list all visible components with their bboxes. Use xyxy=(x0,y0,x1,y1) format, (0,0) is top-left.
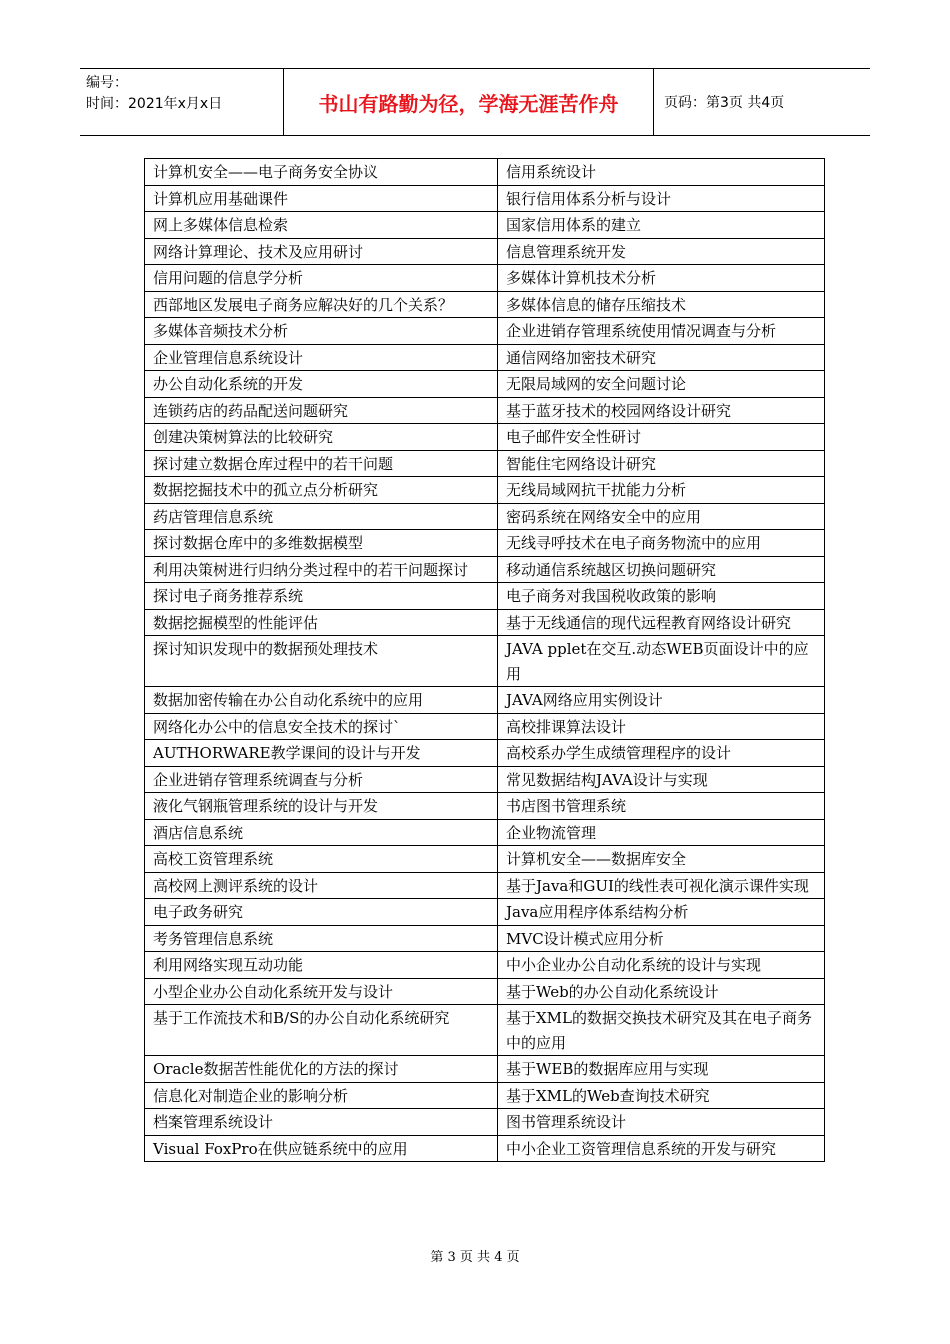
table-row xyxy=(145,291,825,318)
table-cell: 探讨知识发现中的数据预处理技术 xyxy=(145,636,498,687)
table-cell: 数据挖掘模型的性能评估 xyxy=(145,609,498,636)
table-cell: 高校排课算法设计 xyxy=(498,713,825,740)
table-row xyxy=(145,872,825,899)
table-cell: 网络化办公中的信息安全技术的探讨` xyxy=(145,713,498,740)
table-row xyxy=(145,212,825,239)
table-cell: 基于蓝牙技术的校园网络设计研究 xyxy=(498,397,825,424)
table-cell: 档案管理系统设计 xyxy=(145,1109,498,1136)
table-cell: 银行信用体系分析与设计 xyxy=(498,185,825,212)
table-row xyxy=(145,713,825,740)
table-row xyxy=(145,424,825,451)
table-cell: 信用问题的信息学分析 xyxy=(145,265,498,292)
table-cell: 高校网上测评系统的设计 xyxy=(145,872,498,899)
table-row xyxy=(145,371,825,398)
table-row xyxy=(145,1005,825,1056)
table-row xyxy=(145,740,825,767)
table-cell: 探讨建立数据仓库过程中的若干问题 xyxy=(145,450,498,477)
page-footer: 第 3 页 共 4 页 xyxy=(430,1250,520,1265)
table-cell: 企业进销存管理系统使用情况调查与分析 xyxy=(498,318,825,345)
header-page-info: 页码：第3页 共4页 xyxy=(664,95,785,111)
table-cell: 利用网络实现互动功能 xyxy=(145,952,498,979)
table-row xyxy=(145,1135,825,1162)
table-row xyxy=(145,238,825,265)
table-cell: 探讨电子商务推荐系统 xyxy=(145,583,498,610)
table-row xyxy=(145,265,825,292)
table-cell: 探讨数据仓库中的多维数据模型 xyxy=(145,530,498,557)
table-cell: AUTHORWARE教学课间的设计与开发 xyxy=(145,740,498,767)
table-row xyxy=(145,503,825,530)
table-row xyxy=(145,609,825,636)
table-cell: 电子政务研究 xyxy=(145,899,498,926)
table-cell: 利用决策树进行归纳分类过程中的若干问题探讨 xyxy=(145,556,498,583)
table-cell: 密码系统在网络安全中的应用 xyxy=(498,503,825,530)
table-cell: 基于Java和GUI的线性表可视化演示课件实现 xyxy=(498,872,825,899)
table-cell: Oracle数据苦性能优化的方法的探讨 xyxy=(145,1056,498,1083)
table-row xyxy=(145,1109,825,1136)
table-row xyxy=(145,952,825,979)
table-row xyxy=(145,687,825,714)
table-row xyxy=(145,159,825,186)
table-cell: 基于无线通信的现代远程教育网络设计研究 xyxy=(498,609,825,636)
table-cell: 高校系办学生成绩管理程序的设计 xyxy=(498,740,825,767)
table-cell: 信息管理系统开发 xyxy=(498,238,825,265)
table-row xyxy=(145,978,825,1005)
table-row xyxy=(145,318,825,345)
table-cell: 考务管理信息系统 xyxy=(145,925,498,952)
table-row xyxy=(145,185,825,212)
table-cell: 基于工作流技术和B/S的办公自动化系统研究 xyxy=(145,1005,498,1056)
table-cell: MVC设计模式应用分析 xyxy=(498,925,825,952)
table-row xyxy=(145,1082,825,1109)
table-cell: 多媒体信息的储存压缩技术 xyxy=(498,291,825,318)
table-cell: 高校工资管理系统 xyxy=(145,846,498,873)
table-cell: 国家信用体系的建立 xyxy=(498,212,825,239)
table-row xyxy=(145,583,825,610)
table-cell: 常见数据结构JAVA设计与实现 xyxy=(498,766,825,793)
table-cell: 计算机应用基础课件 xyxy=(145,185,498,212)
table-cell: 多媒体音频技术分析 xyxy=(145,318,498,345)
header-motto: 书山有路勤为径，学海无涯苦作舟 xyxy=(284,69,654,135)
header-meta xyxy=(80,69,284,135)
table-cell: JAVA网络应用实例设计 xyxy=(498,687,825,714)
table-cell: 液化气钢瓶管理系统的设计与开发 xyxy=(145,793,498,820)
topics-table xyxy=(144,158,825,1162)
table-cell: 创建决策树算法的比较研究 xyxy=(145,424,498,451)
table-cell: Java应用程序体系结构分析 xyxy=(498,899,825,926)
table-cell: 办公自动化系统的开发 xyxy=(145,371,498,398)
table-cell: 小型企业办公自动化系统开发与设计 xyxy=(145,978,498,1005)
table-row xyxy=(145,530,825,557)
table-cell: 数据加密传输在办公自动化系统中的应用 xyxy=(145,687,498,714)
table-cell: 计算机安全——数据库安全 xyxy=(498,846,825,873)
table-row xyxy=(145,556,825,583)
table-cell: 智能住宅网络设计研究 xyxy=(498,450,825,477)
table-cell: 移动通信系统越区切换问题研究 xyxy=(498,556,825,583)
table-row xyxy=(145,344,825,371)
table-cell: 电子商务对我国税收政策的影响 xyxy=(498,583,825,610)
table-cell: 企业物流管理 xyxy=(498,819,825,846)
table-cell: 网上多媒体信息检索 xyxy=(145,212,498,239)
table-cell: 中小企业工资管理信息系统的开发与研究 xyxy=(498,1135,825,1162)
table-cell: 书店图书管理系统 xyxy=(498,793,825,820)
table-cell: 通信网络加密技术研究 xyxy=(498,344,825,371)
table-row xyxy=(145,450,825,477)
table-cell: 无限局域网的安全问题讨论 xyxy=(498,371,825,398)
table-cell: 信息化对制造企业的影响分析 xyxy=(145,1082,498,1109)
table-cell: 企业进销存管理系统调查与分析 xyxy=(145,766,498,793)
document-date-label: 时间：2021年x月x日 xyxy=(86,96,223,112)
table-row xyxy=(145,793,825,820)
table-cell: Visual FoxPro在供应链系统中的应用 xyxy=(145,1135,498,1162)
table-row xyxy=(145,925,825,952)
table-cell: 连锁药店的药品配送问题研究 xyxy=(145,397,498,424)
topics-table-body xyxy=(145,159,825,1162)
table-cell: 图书管理系统设计 xyxy=(498,1109,825,1136)
table-row xyxy=(145,819,825,846)
table-cell: 数据挖掘技术中的孤立点分析研究 xyxy=(145,477,498,504)
table-cell: 无线局域网抗干扰能力分析 xyxy=(498,477,825,504)
table-cell: JAVA pplet在交互.动态WEB页面设计中的应用 xyxy=(498,636,825,687)
table-row xyxy=(145,766,825,793)
table-cell: 药店管理信息系统 xyxy=(145,503,498,530)
table-cell: 基于Web的办公自动化系统设计 xyxy=(498,978,825,1005)
table-cell: 多媒体计算机技术分析 xyxy=(498,265,825,292)
table-cell: 电子邮件安全性研讨 xyxy=(498,424,825,451)
table-cell: 基于WEB的数据库应用与实现 xyxy=(498,1056,825,1083)
table-row xyxy=(145,477,825,504)
table-cell: 无线寻呼技术在电子商务物流中的应用 xyxy=(498,530,825,557)
table-cell: 酒店信息系统 xyxy=(145,819,498,846)
table-cell: 网络计算理论、技术及应用研讨 xyxy=(145,238,498,265)
table-row xyxy=(145,397,825,424)
table-cell: 基于XML的Web查询技术研究 xyxy=(498,1082,825,1109)
document-number-label: 编号： xyxy=(86,75,128,91)
table-cell: 信用系统设计 xyxy=(498,159,825,186)
table-cell: 计算机安全——电子商务安全协议 xyxy=(145,159,498,186)
table-cell: 中小企业办公自动化系统的设计与实现 xyxy=(498,952,825,979)
page-header xyxy=(80,68,870,136)
table-row xyxy=(145,636,825,687)
table-row xyxy=(145,899,825,926)
table-cell: 西部地区发展电子商务应解决好的几个关系？ xyxy=(145,291,498,318)
table-cell: 企业管理信息系统设计 xyxy=(145,344,498,371)
table-row xyxy=(145,846,825,873)
table-row xyxy=(145,1056,825,1083)
table-cell: 基于XML的数据交换技术研究及其在电子商务中的应用 xyxy=(498,1005,825,1056)
